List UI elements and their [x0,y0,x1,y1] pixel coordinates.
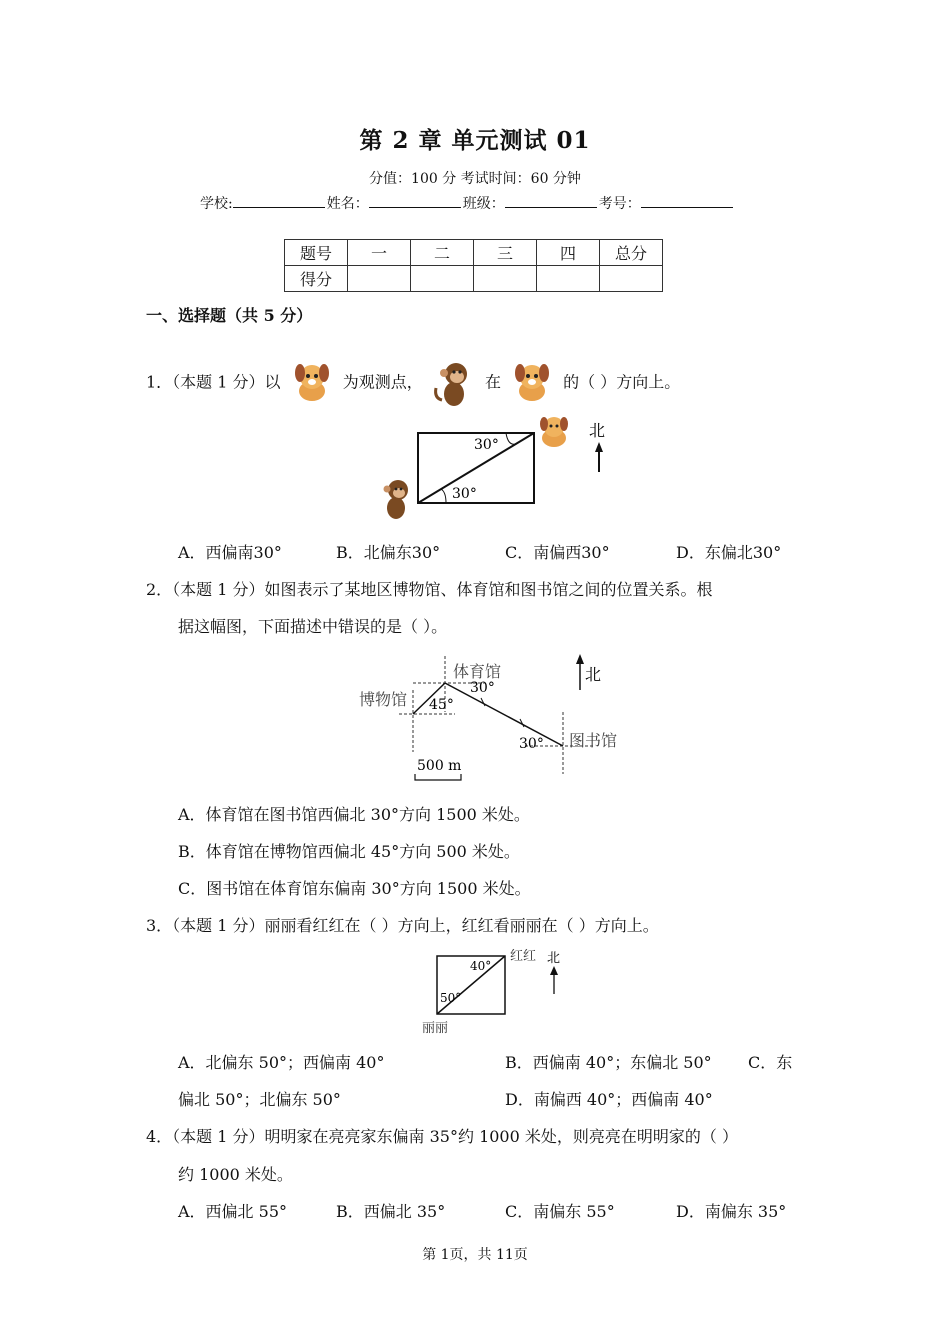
table-cell: 四 [537,240,600,266]
q1-option-c[interactable]: C．南偏西30° [505,543,610,562]
score-cell[interactable] [411,266,474,292]
number-field[interactable] [641,195,733,208]
q3-option-a[interactable]: A．北偏东 50°；西偏南 40° [178,1053,385,1072]
q1-text-4: 的（ ）方向上。 [563,372,681,392]
table-cell: 二 [411,240,474,266]
q3-option-c-start[interactable]: C．东 [748,1053,793,1072]
north-label: 北 [547,951,561,966]
score-cell[interactable] [474,266,537,292]
q3-option-b[interactable]: B．西偏南 40°；东偏北 50° [505,1053,712,1072]
q1-option-a[interactable]: A．西偏南30° [178,543,282,562]
north-arrow-head [550,966,558,975]
q4-option-b[interactable]: B．西偏北 35° [336,1202,446,1221]
library-angle: 30° [519,736,544,752]
monkey-icon [384,480,409,519]
name-field[interactable] [369,195,461,208]
q1-angle-bottom: 30° [452,486,477,502]
honghong-label: 红红 [510,949,537,964]
q1-diagram [370,412,630,527]
class-field[interactable] [505,195,597,208]
q4-option-a[interactable]: A．西偏北 55° [178,1202,288,1221]
q2-line-2: 据这幅图，下面描述中错误的是（ ）。 [178,617,448,636]
name-label: 姓名： [326,196,369,212]
page-title: 第 2 章 单元测试 01 [359,127,591,154]
table-cell: 题号 [285,240,348,266]
lili-label: 丽丽 [422,1021,449,1036]
angle-arc [506,433,516,444]
table-row [285,266,663,292]
score-cell[interactable] [537,266,600,292]
q3-option-c-end[interactable]: 偏北 50°；北偏东 50° [178,1090,341,1109]
library-label: 图书馆 [569,731,618,750]
q1-text-2: 为观测点， [342,372,423,392]
dog-icon [288,359,336,407]
exam-meta: 分值：100 分 考试时间：60 分钟 [369,171,581,187]
q1-text-1: 1．（本题 1 分）以 [146,372,281,392]
table-cell: 一 [348,240,411,266]
q4-line-1: 4．（本题 1 分）明明家在亮亮家东偏南 35°约 1000 米处，则亮亮在明明家的（ ） [146,1127,738,1146]
score-cell[interactable] [348,266,411,292]
q1-option-d[interactable]: D．东偏北30° [676,543,782,562]
table-row [285,240,663,266]
table-cell: 三 [474,240,537,266]
q4-option-c[interactable]: C．南偏东 55° [505,1202,615,1221]
scale-bar [415,774,461,780]
q3-diagram [418,946,578,1038]
q4-line-2: 约 1000 米处。 [178,1165,293,1184]
dog-icon [540,417,568,447]
q3-line-1: 3．（本题 1 分）丽丽看红红在（ ）方向上，红红看丽丽在（ ）方向上。 [146,916,659,935]
monkey-icon [430,358,478,408]
question-1 [146,358,680,408]
north-arrow-head [576,654,584,664]
gym-library-line [445,683,563,746]
table-cell: 得分 [285,266,348,292]
museum-angle: 45° [429,697,454,713]
q3-angle-top: 40° [470,959,492,973]
q3-option-d[interactable]: D．南偏西 40°；西偏南 40° [505,1090,713,1109]
north-arrow-head [595,442,603,452]
table-cell: 总分 [600,240,663,266]
north-label: 北 [585,665,602,684]
q3-angle-bottom: 50° [440,991,462,1005]
section-heading: 一、选择题（共 5 分） [146,306,313,325]
north-label: 北 [589,421,606,440]
score-table [284,239,663,292]
q4-option-d[interactable]: D．南偏东 35° [676,1202,787,1221]
q1-option-b[interactable]: B．北偏东30° [336,543,441,562]
school-field[interactable] [233,195,325,208]
page-footer: 第 1页，共 11页 [422,1247,528,1263]
gym-label: 体育馆 [453,662,502,681]
dog-icon [508,359,556,407]
number-label: 考号： [598,196,641,212]
q2-option-c[interactable]: C．图书馆在体育馆东偏南 30°方向 1500 米处。 [178,879,531,898]
class-label: 班级： [462,196,505,212]
angle-arc [441,489,446,503]
q1-text-3: 在 [484,372,501,392]
scale-label: 500 m [417,758,462,774]
museum-label: 博物馆 [359,690,408,709]
school-label: 学校: [200,196,233,212]
score-cell[interactable] [600,266,663,292]
gym-angle: 30° [470,680,495,696]
q2-line-1: 2．（本题 1 分）如图表示了某地区博物馆、体育馆和图书馆之间的位置关系。根 [146,580,713,599]
student-info [200,193,735,213]
q2-option-b[interactable]: B．体育馆在博物馆西偏北 45°方向 500 米处。 [178,842,520,861]
q1-angle-top: 30° [474,437,499,453]
q2-diagram [355,652,645,787]
q2-option-a[interactable]: A．体育馆在图书馆西偏北 30°方向 1500 米处。 [178,805,530,824]
